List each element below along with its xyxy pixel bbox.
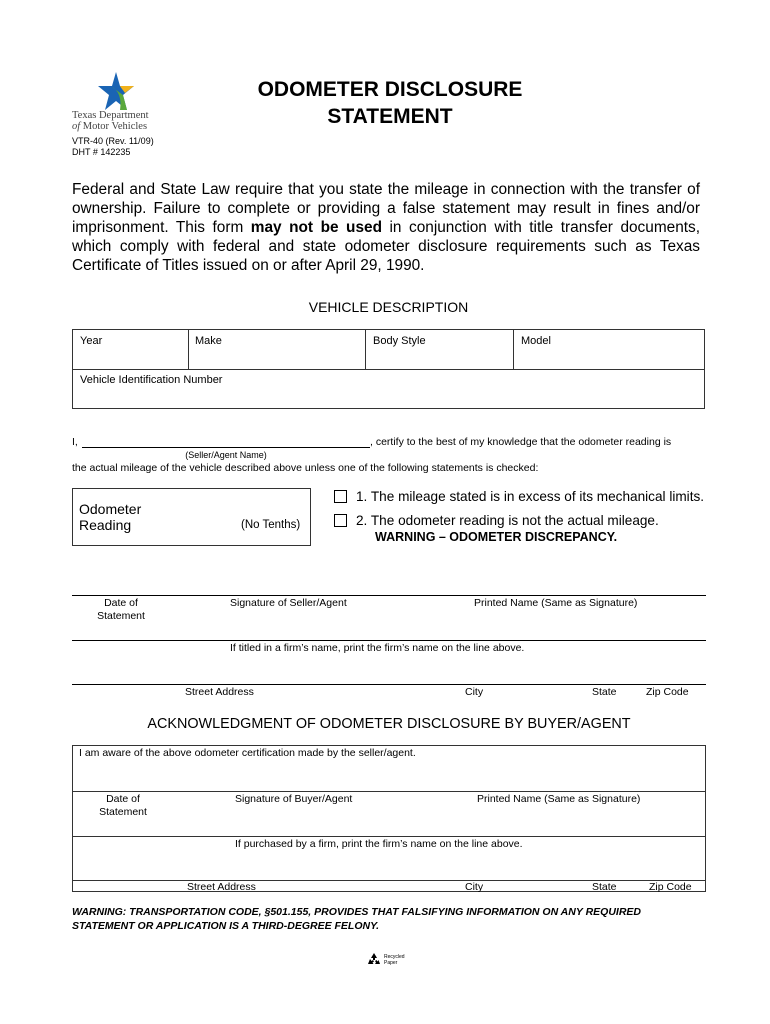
seller-date-line1: Date of xyxy=(104,597,138,609)
odometer-label-line1: Odometer xyxy=(79,501,142,517)
seller-date-label xyxy=(72,597,170,623)
agency-name-line1: Texas Department xyxy=(72,110,149,121)
seller-firm-name-line[interactable] xyxy=(72,640,706,641)
certify-prefix: I, xyxy=(72,436,78,448)
seller-state-label: State xyxy=(592,686,617,698)
agency-name-rest: Motor Vehicles xyxy=(82,121,148,132)
buyer-street-label: Street Address xyxy=(187,881,256,893)
certify-line2: the actual mileage of the vehicle described above unless one of the following statements is checked: xyxy=(72,462,539,474)
odometer-label-line2: Reading xyxy=(79,517,132,533)
body-style-field[interactable] xyxy=(366,330,512,368)
title-line1: ODOMETER DISCLOSURE xyxy=(257,78,523,101)
recycled-label-line1: Recycled xyxy=(384,954,405,960)
recycled-label-line2: Paper xyxy=(384,960,398,966)
model-label: Model xyxy=(521,335,551,347)
felony-warning-line1: WARNING: TRANSPORTATION CODE, §501.155, PROVIDES THAT FALSIFYING INFORMATION ON ANY REQUIRED xyxy=(72,906,641,918)
vin-label: Vehicle Identification Number xyxy=(80,374,223,386)
felony-warning xyxy=(72,905,712,933)
intro-text-2: in conjunction with title transfer documents, which comply with federal and state odometer disclosure requirements such as Texas Certificate of Titles issued on or after April 29, 1990. xyxy=(72,219,700,274)
txdmv-logo xyxy=(70,70,170,132)
year-field[interactable] xyxy=(73,330,187,368)
page-title xyxy=(190,76,590,130)
buyer-printed-name-label: Printed Name (Same as Signature) xyxy=(477,793,641,805)
model-field[interactable] xyxy=(514,330,704,368)
intro-paragraph xyxy=(72,180,700,275)
recycle-icon xyxy=(366,952,382,968)
make-label: Make xyxy=(195,335,222,347)
vin-field[interactable] xyxy=(73,370,704,408)
seller-date-line2: Statement xyxy=(97,610,145,622)
buyer-acknowledgment-heading: ACKNOWLEDGMENT OF ODOMETER DISCLOSURE BY BUYER/AGENT xyxy=(147,716,631,732)
buyer-firm-name-line[interactable] xyxy=(72,836,706,837)
seller-zip-label: Zip Code xyxy=(646,686,689,698)
intro-text-1: Federal and State Law require that you state the mileage in connection with the transfer of ownership. Failure to complete or providing a false statement may result in fines and/or imprisonment. This form xyxy=(72,181,700,236)
dht-code: DHT # 142235 xyxy=(72,147,131,157)
buyer-zip-label: Zip Code xyxy=(649,881,692,893)
buyer-date-line2: Statement xyxy=(99,806,147,818)
buyer-date-line1: Date of xyxy=(106,793,140,805)
seller-printed-name-label: Printed Name (Same as Signature) xyxy=(474,597,638,609)
seller-signature-line[interactable] xyxy=(72,595,706,596)
buyer-date-label xyxy=(74,793,172,819)
year-label: Year xyxy=(80,335,103,347)
certify-suffix: , certify to the best of my knowledge that the odometer reading is xyxy=(370,436,672,448)
seller-signature-label: Signature of Seller/Agent xyxy=(230,597,347,609)
no-tenths-label: (No Tenths) xyxy=(241,519,301,531)
buyer-aware-text: I am aware of the above odometer certification made by the seller/agent. xyxy=(79,747,416,759)
make-field[interactable] xyxy=(189,330,364,368)
seller-street-label: Street Address xyxy=(185,686,254,698)
seller-city-label: City xyxy=(465,686,484,698)
not-actual-mileage-checkbox[interactable] xyxy=(334,514,347,527)
felony-warning-line2: STATEMENT OR APPLICATION IS A THIRD-DEGREE FELONY. xyxy=(72,920,380,932)
mechanical-limits-statement: 1. The mileage stated is in excess of its mechanical limits. xyxy=(356,489,705,504)
buyer-signature-label: Signature of Buyer/Agent xyxy=(235,793,353,805)
title-line2: STATEMENT xyxy=(327,105,453,128)
seller-name-field[interactable] xyxy=(82,447,370,448)
odometer-discrepancy-warning: WARNING – ODOMETER DISCREPANCY. xyxy=(375,530,618,544)
buyer-state-label: State xyxy=(592,881,617,893)
star-logo-icon xyxy=(92,70,140,114)
body-style-label: Body Style xyxy=(373,335,426,347)
seller-address-line[interactable] xyxy=(72,684,706,685)
buyer-signature-line[interactable] xyxy=(72,791,706,792)
seller-name-caption: (Seller/Agent Name) xyxy=(185,450,267,460)
seller-firm-note: If titled in a firm’s name, print the firm’s name on the line above. xyxy=(230,642,525,654)
odometer-reading-field[interactable] xyxy=(72,488,311,546)
buyer-firm-note: If purchased by a firm, print the firm’s name on the line above. xyxy=(235,838,523,850)
vehicle-description-heading: VEHICLE DESCRIPTION xyxy=(308,299,469,315)
not-actual-mileage-statement: 2. The odometer reading is not the actual mileage. xyxy=(356,513,659,528)
form-code: VTR-40 (Rev. 11/09) xyxy=(72,136,154,146)
agency-name-of: of xyxy=(72,121,81,132)
agency-name-line2 xyxy=(72,121,147,132)
buyer-city-label: City xyxy=(465,881,484,893)
mechanical-limits-checkbox[interactable] xyxy=(334,490,347,503)
recycled-paper-mark xyxy=(366,952,416,970)
intro-emphasis: may not be used xyxy=(250,219,382,236)
